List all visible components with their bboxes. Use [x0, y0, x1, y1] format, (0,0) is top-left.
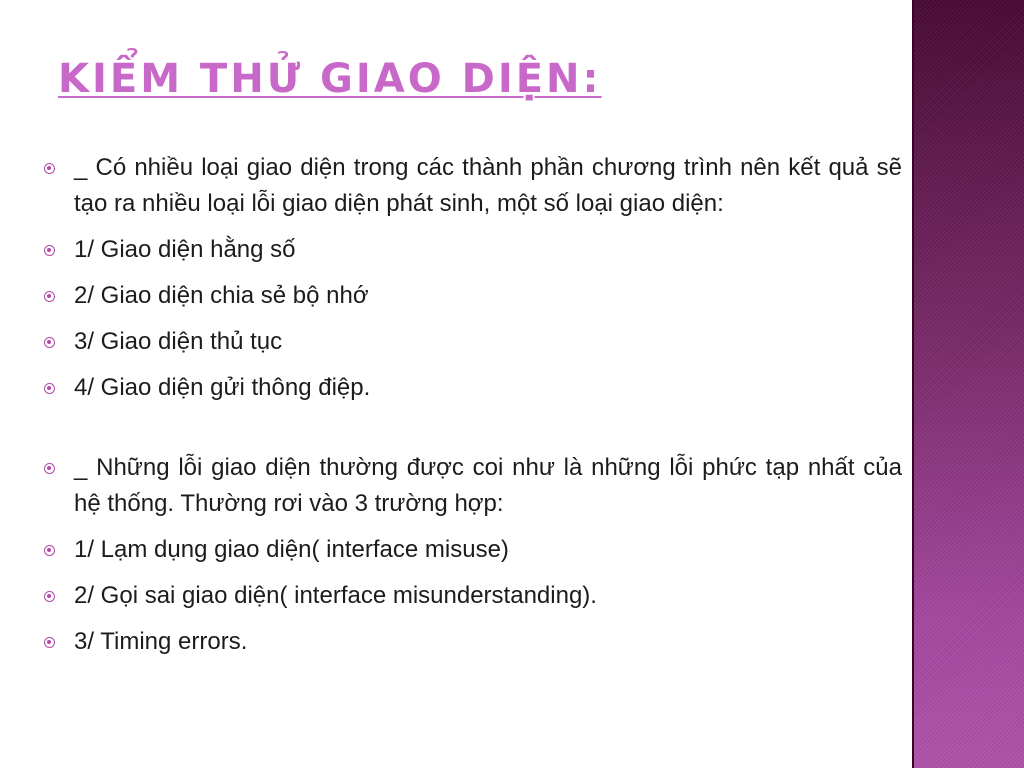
circle-dot-bullet-icon	[44, 163, 55, 174]
decorative-side-band	[912, 0, 1024, 768]
circle-dot-bullet-icon	[44, 637, 55, 648]
list-item-text: 3/ Timing errors.	[74, 628, 248, 655]
list-item-text: 2/ Gọi sai giao diện( interface misunderstanding).	[74, 582, 597, 609]
list-item-text: 4/ Giao diện gửi thông điệp.	[74, 374, 371, 401]
list-item	[44, 232, 902, 268]
slide-title: KIỂM THỬ GIAO DIỆN:	[58, 56, 602, 102]
circle-dot-bullet-icon	[44, 591, 55, 602]
bullet-list	[44, 150, 902, 660]
circle-dot-bullet-icon	[44, 463, 55, 474]
list-item	[44, 624, 902, 660]
list-item	[44, 150, 902, 222]
list-item-text: 3/ Giao diện thủ tục	[74, 328, 283, 355]
list-item-text: 2/ Giao diện chia sẻ bộ nhớ	[74, 282, 369, 309]
list-item-text: 1/ Lạm dụng giao diện( interface misuse)	[74, 536, 509, 563]
circle-dot-bullet-icon	[44, 291, 55, 302]
side-band-edge	[912, 0, 914, 768]
list-item	[44, 324, 902, 360]
list-item-text: 1/ Giao diện hằng số	[74, 236, 296, 263]
list-item-text: _ Những lỗi giao diện thường được coi như là những lỗi phức tạp nhất của hệ thống. Thường rơi vào 3 trường hợp:	[74, 454, 902, 517]
list-item	[44, 532, 902, 568]
circle-dot-bullet-icon	[44, 383, 55, 394]
list-item	[44, 278, 902, 314]
circle-dot-bullet-icon	[44, 337, 55, 348]
list-item	[44, 578, 902, 614]
list-item-text: _ Có nhiều loại giao diện trong các thành phần chương trình nên kết quả sẽ tạo ra nhiều loại lỗi giao diện phát sinh, một số loại giao diện:	[74, 154, 902, 217]
circle-dot-bullet-icon	[44, 245, 55, 256]
list-item	[44, 370, 902, 406]
circle-dot-bullet-icon	[44, 545, 55, 556]
list-item	[44, 450, 902, 522]
